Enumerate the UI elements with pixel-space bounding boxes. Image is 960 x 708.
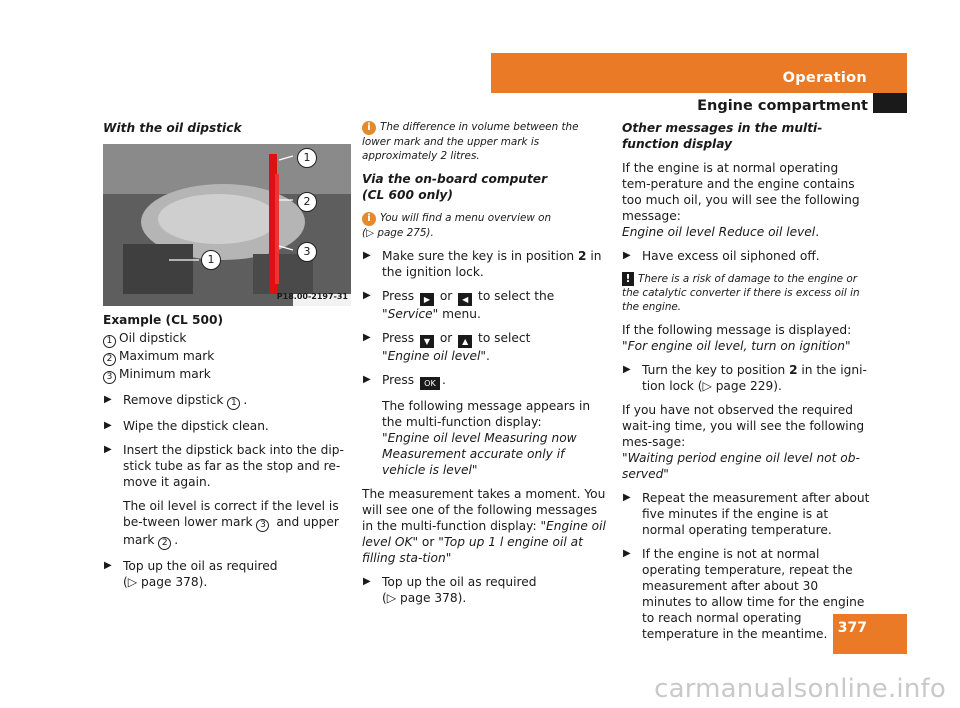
overfill-paragraph: If the engine is at normal operating tem-perature and the engine contains too much oil, you will see the following message: Engine oil level Reduce oil level. <box>622 161 860 239</box>
section-header-bar <box>491 53 907 93</box>
warning-icon: ! <box>622 272 634 286</box>
left-arrow-key-icon: ◀ <box>458 293 472 306</box>
warning-note: ! There is a risk of damage to the engine or the catalytic converter if there is excess oil in the engine. <box>622 272 860 313</box>
step-wipe-dipstick: ▶ Wipe the dipstick clean. <box>103 418 353 434</box>
ok-key-icon: OK <box>420 377 440 390</box>
dipstick-heading: With the oil dipstick <box>103 121 242 135</box>
engine-photo <box>103 144 351 306</box>
step-select-oil-level: ▶ Press ▼ or ▲ to select "Engine oil level". <box>362 330 610 364</box>
page-ref-link[interactable]: (▷ page 378). <box>382 591 467 605</box>
image-code: P18.00-2197-31 <box>276 292 348 301</box>
step-turn-key: ▶ Turn the key to position 2 in the igni-tion lock (▷ page 229). <box>622 362 870 394</box>
info-icon: i <box>362 212 376 226</box>
column-1 <box>103 120 353 598</box>
message-intro: The following message appears in the multi-function display: "Engine oil level Measuring now Measurement accurate only if vehicle is level" <box>382 399 591 477</box>
step-top-up: ▶ Top up the oil as required (▷ page 378). <box>103 558 353 590</box>
step-remove-dipstick: ▶ Remove dipstick 1 . <box>103 392 353 410</box>
image-caption: Example (CL 500) <box>103 313 224 327</box>
callout-3: 3 <box>297 242 317 262</box>
measurement-paragraph: The measurement takes a moment. You will see one of the following messages in the multi-function display: "Engine oil level OK" or "Top up 1 l engine oil at filling sta-tion" <box>362 487 606 565</box>
page-number-box <box>833 614 907 654</box>
page-ref-link[interactable]: (▷ page 275). <box>362 227 434 239</box>
column-3 <box>622 120 870 650</box>
step-repeat-30min: ▶ If the engine is not at normal operating temperature, repeat the measurement after about 30 minutes to allow time for the engine to reach normal operating temperature in the meantime. <box>622 546 870 642</box>
oil-level-note: The oil level is correct if the level is be-tween lower mark 3 and upper mark 2 . <box>123 499 339 548</box>
info-volume: i The difference in volume between the lower mark and the upper mark is approximately 2 litres. <box>362 121 579 162</box>
subsection-title: Engine compartment <box>697 98 868 114</box>
legend-item: 2 Maximum mark <box>103 348 353 366</box>
step-insert-dipstick: ▶ Insert the dipstick back into the dip-stick tube as far as the stop and re-move it again. <box>103 442 353 490</box>
callout-1-bottom: 1 <box>201 250 221 270</box>
step-select-service: ▶ Press ▶ or ◀ to select the "Service" menu. <box>362 288 610 322</box>
watermark: carmanualsonline.info <box>654 674 946 704</box>
info-icon: i <box>362 121 376 135</box>
other-messages-heading: Other messages in the multi-function display <box>622 121 823 151</box>
step-siphon-oil: ▶ Have excess oil siphoned off. <box>622 248 870 264</box>
step-key-position: ▶ Make sure the key is in position 2 in the ignition lock. <box>362 248 610 280</box>
callout-1-top: 1 <box>297 148 317 168</box>
right-arrow-key-icon: ▶ <box>420 293 434 306</box>
section-title: Operation <box>782 70 867 86</box>
down-arrow-key-icon: ▼ <box>420 335 434 348</box>
header-tab-marker <box>873 93 907 113</box>
step-press-ok: ▶ Press OK . <box>362 372 610 390</box>
legend-item: 1 Oil dipstick <box>103 330 353 348</box>
page-number: 377 <box>837 620 867 636</box>
legend-item: 3 Minimum mark <box>103 366 353 384</box>
step-repeat-5min: ▶ Repeat the measurement after about five minutes if the engine is at normal operating temperature. <box>622 490 870 538</box>
up-arrow-key-icon: ▲ <box>458 335 472 348</box>
waiting-time-paragraph: If you have not observed the required wait-ing time, you will see the following mes-sage: "Waiting period engine oil level not ob-served" <box>622 403 865 481</box>
page-ref-link[interactable]: (▷ page 378). <box>123 575 208 589</box>
info-menu-overview: i You will find a menu overview on (▷ page 275). <box>362 212 552 239</box>
step-top-up-2: ▶ Top up the oil as required (▷ page 378). <box>362 574 610 606</box>
callout-2: 2 <box>297 192 317 212</box>
legend-list <box>103 330 353 384</box>
ignition-message-paragraph: If the following message is displayed: "For engine oil level, turn on ignition" <box>622 323 852 353</box>
onboard-heading: Via the on-board computer (CL 600 only) <box>362 172 548 202</box>
column-2 <box>362 120 610 614</box>
